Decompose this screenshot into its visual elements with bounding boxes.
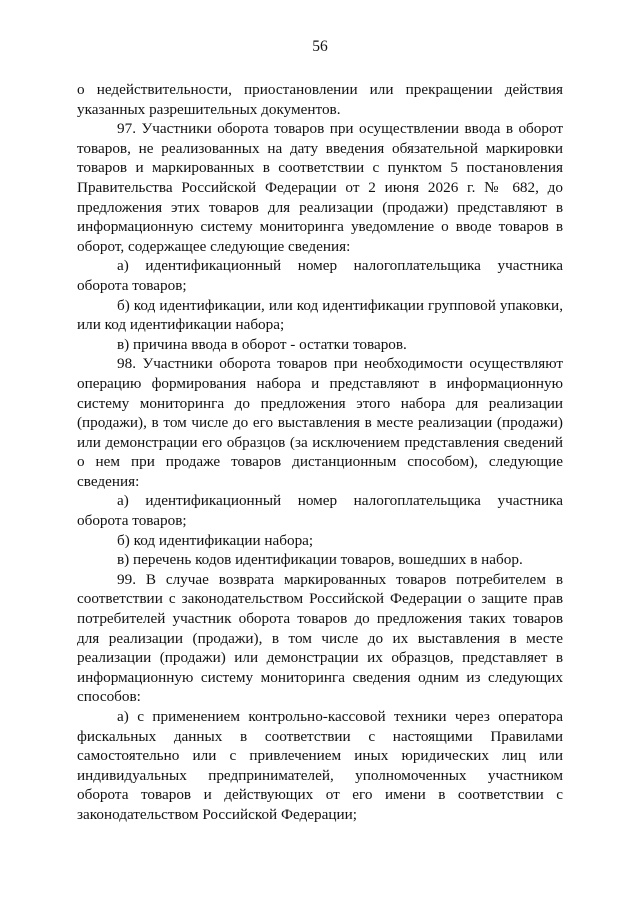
paragraph-97: 97. Участники оборота товаров при осуществлении ввода в оборот товаров, не реализованных на дату введения обязательной маркировки товаров и маркированных в соответствии с пунктом 5 постановления Правительства Российской Федерации от 2 июня 2026 г. № 682, до предложения этих товаров для реализации (продажи) представляют в информационную систему мониторинга уведомление о вводе товаров в оборот, содержащее следующие сведения: bbox=[77, 120, 563, 255]
paragraph-97-v: в) причина ввода в оборот - остатки товаров. bbox=[117, 335, 407, 353]
paragraph-98-b: б) код идентификации набора; bbox=[117, 531, 314, 549]
paragraph-99: 99. В случае возврата маркированных товаров потребителем в соответствии с законодательством Российской Федерации о защите прав потребителей участник оборота товаров до предложения таких товаров для реализации (продажи), в том числе до их выставления в месте реализации (продажи) или демонстрации их образцов, представляет в информационную систему мониторинга сведения одним из следующих способов: bbox=[77, 570, 563, 706]
paragraph-continuation: о недействительности, приостановлении или прекращении действия указанных разрешительных документов. bbox=[77, 81, 563, 118]
paragraph-97-b: б) код идентификации, или код идентификации групповой упаковки, или код идентификации набора; bbox=[77, 296, 563, 334]
paragraph-98-a: а) идентификационный номер налогоплательщика участника оборота товаров; bbox=[77, 492, 563, 530]
paragraph-98: 98. Участники оборота товаров при необходимости осуществляют операцию формирования набора и представляют в информационную систему мониторинга до предложения этого набора для реализации (продажи), в том числе до его выставления в месте реализации (продажи) или демонстрации его образцов (за исключением представления сведений о нем при продаже товаров дистанционным способом), следующие сведения: bbox=[77, 355, 563, 490]
document-body bbox=[77, 80, 563, 825]
paragraph-97-a: а) идентификационный номер налогоплательщика участника оборота товаров; bbox=[77, 257, 563, 294]
page-number: 56 bbox=[312, 38, 328, 55]
paragraph-98-v: в) перечень кодов идентификации товаров, вошедших в набор. bbox=[117, 551, 523, 569]
paragraph-99-a: а) с применением контрольно-кассовой техники через оператора фискальных данных в соответствии с настоящими Правилами самостоятельно или с привлечением иных юридических лиц или индивидуальных предпринимателей, уполномоченных участником оборота товаров и действующих от его имени в соответствии с законодательством Российской Федерации; bbox=[77, 708, 563, 823]
